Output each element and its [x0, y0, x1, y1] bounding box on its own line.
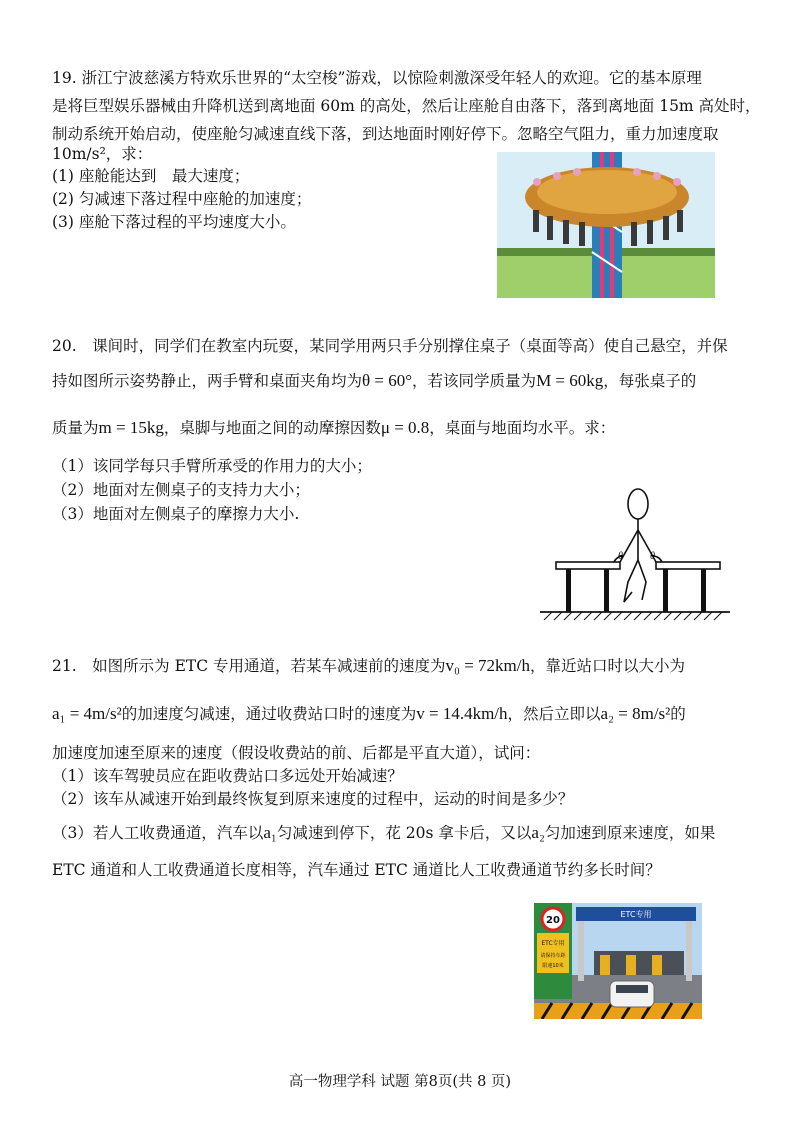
etc-toll-photo [534, 903, 702, 1019]
right-table-top [656, 562, 720, 569]
ground-hatch [544, 612, 722, 620]
q20-item-1: （1）该同学每只手臂所承受的作用力的大小； [52, 457, 372, 475]
left-leg [624, 560, 638, 602]
q19-line-4: 10m/s²，求： [52, 145, 153, 163]
q21-item-2: （2）该车从减速开始到最终恢复到原来速度的过程中，运动的时间是多少？ [52, 790, 574, 808]
right-leg [638, 560, 646, 600]
sign-text-1: ETC专用 [541, 940, 565, 947]
gantry-label: ETC专用 [620, 910, 652, 919]
speed-limit-value: 20 [546, 915, 560, 926]
q20-line-1: 20. 课间时，同学们在教室内玩耍，某同学用两只手分别撑住桌子（桌面等高）使自己悬空，并保 [52, 337, 728, 355]
q20-line-2-text-b: ，若该同学质量为 [412, 372, 537, 390]
q21-item-3-a1: a₁ [263, 823, 277, 842]
q20-item-2: （2）地面对左侧桌子的支持力大小； [52, 481, 310, 499]
q19-item-3: (3) 座舱下落过程的平均速度大小。 [52, 213, 296, 231]
q20-item-3: （3）地面对左侧桌子的摩擦力大小. [52, 505, 300, 523]
q20-mass-m: m = 15kg [98, 418, 164, 437]
q20-theta-value: θ = 60° [362, 371, 413, 390]
q20-line-3 [52, 418, 615, 438]
sign-text-2: 请保持车距 [540, 953, 566, 959]
q19-line-3: 制动系统开始启动，使座舱匀减速直线下落，到达地面时刚好停下。忽略空气阻力，重力加速度取 [52, 125, 719, 143]
q19-line-2: 是将巨型娱乐器械由升降机送到离地面 60m 的高处，然后让座舱自由落下，落到离地面 15m 高处时， [52, 97, 761, 115]
q21-a1-value: a₁ = 4m/s² [52, 704, 122, 723]
left-table-leg-1 [566, 569, 571, 612]
q21-a2-value: a₂ = 8m/s² [600, 704, 671, 723]
q19-item-1: (1) 座舱能达到 最大速度； [52, 167, 250, 185]
q21-item-1: （1）该车驾驶员应在距收费站口多远处开始减速？ [52, 767, 403, 785]
q20-line-3-text-b: ，桌脚与地面之间的动摩擦因数 [163, 419, 381, 437]
q21-item-3-text-c: 匀加速到原来速度，如果 [544, 824, 716, 842]
left-table-top [556, 562, 620, 569]
q20-mass-M: M = 60kg [536, 371, 604, 390]
right-table-leg-2 [701, 569, 706, 612]
theta-label-left: θ [618, 551, 623, 562]
q19-item-2: (2) 匀减速下落过程中座舱的加速度； [52, 190, 312, 208]
drop-tower-photo [497, 152, 715, 298]
q21-item-3-text-a: （3）若人工收费通道，汽车以 [52, 824, 264, 842]
q21-line-2 [52, 704, 686, 724]
q21-item-3-text-b: 匀减速到停下，花 20s 拿卡后，又以 [276, 824, 532, 842]
page-footer: 高一物理学科 试题 第8页(共 8 页) [288, 1074, 512, 1090]
white-car [610, 981, 654, 1007]
q21-line-2-text-b: ，然后立即以 [507, 705, 601, 723]
q20-line-3-text-a: 质量为 [52, 419, 99, 437]
q20-line-2-text-c: ，每张桌子的 [603, 372, 697, 390]
right-table-leg-1 [663, 569, 668, 612]
q21-line-1-text-a: 21. 如图所示为 ETC 专用通道，若某车减速前的速度为 [52, 657, 446, 675]
q21-item-3-a2: a₂ [531, 823, 545, 842]
q20-line-3-text-c: ，桌面与地面均水平。求： [429, 419, 616, 437]
q21-v-value: v = 14.4km/h [416, 704, 508, 723]
q20-line-2-text-a: 持如图所示姿势静止，两手臂和桌面夹角均为 [52, 372, 363, 390]
q21-line-1-text-b: ，靠近站口时以大小为 [530, 657, 686, 675]
theta-label-right: θ [650, 551, 655, 562]
person-on-tables-diagram [520, 482, 735, 624]
q21-item-3-line-2: ETC 通道和人工收费通道长度相等，汽车通过 ETC 通道比人工收费通道节约多长时间？ [52, 861, 661, 879]
q20-mu-value: μ = 0.8 [380, 418, 430, 437]
q20-line-2 [52, 371, 696, 391]
person-head [628, 489, 648, 519]
q21-item-3 [52, 823, 715, 843]
q21-line-3: 加速度加速至原来的速度（假设收费站的前、后都是平直大道），试问： [52, 744, 541, 762]
q21-line-2-text-c: 的 [670, 705, 686, 723]
left-table-leg-2 [604, 569, 609, 612]
q21-line-2-text-a: 的加速度匀减速，通过收费站口时的速度为 [121, 705, 417, 723]
sign-text-3: 限速10米 [542, 963, 564, 969]
q21-v0-value: v₀ = 72km/h [445, 656, 530, 675]
q19-line-1: 19. 浙江宁波慈溪方特欢乐世界的“太空梭”游戏，以惊险刺激深受年轻人的欢迎。它的基本原理 [52, 69, 702, 87]
q21-line-1 [52, 656, 685, 676]
